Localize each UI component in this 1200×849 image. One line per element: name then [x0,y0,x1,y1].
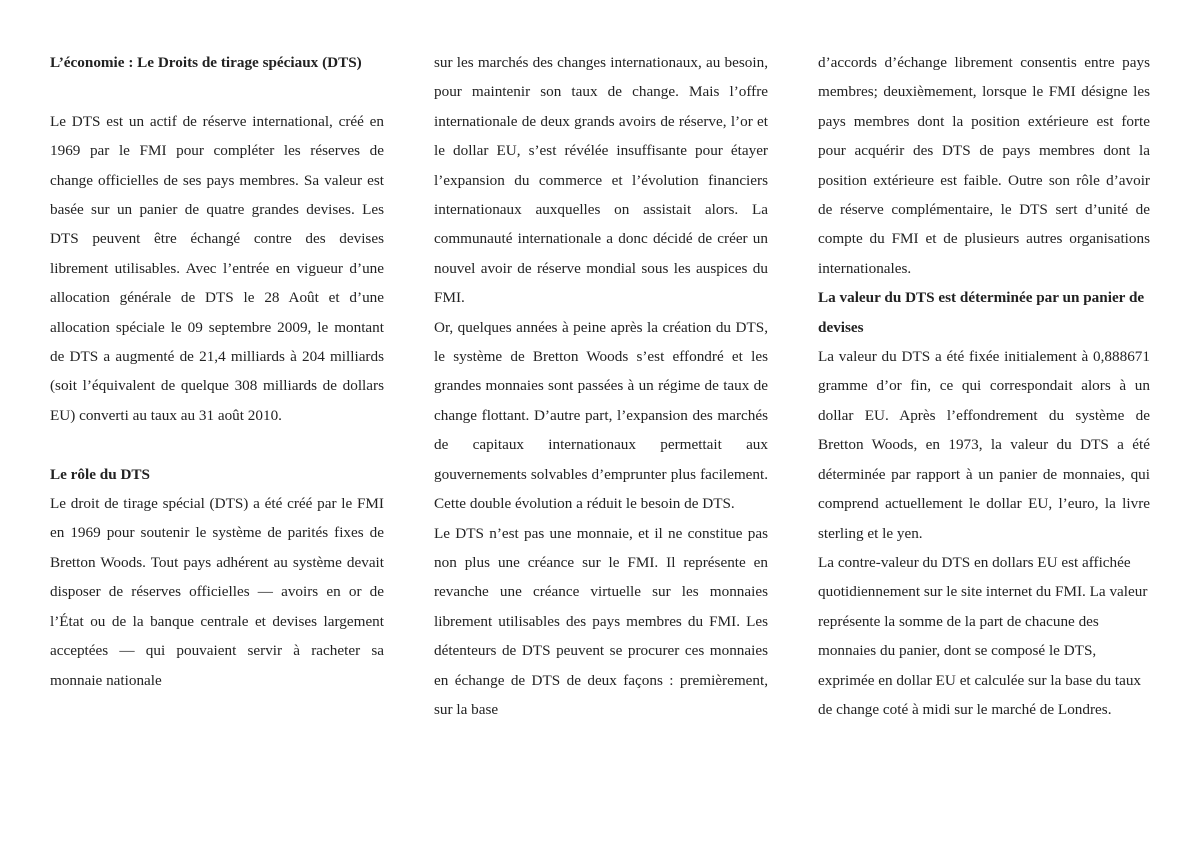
paragraph-bretton-woods: Or, quelques années à peine après la création du DTS, le système de Bretton Woods s’est effondré et les grandes monnaies sont passées à un régime de taux de change flottant. D’autre part, l’expansion des marchés de capitaux internationaux permettait aux gouvernements solvables d’emprunter plus facilement. Cette double évolution a réduit le besoin de DTS. [434,318,768,513]
column-1 [50,48,384,695]
intro-paragraph: Le DTS est un actif de réserve international, créé en 1969 par le FMI pour compléter les réserves de change officielles de ses pays membres. Sa valeur est basée sur un panier de quatre grandes devises. Les DTS peuvent être échangé contre des devises librement utilisables. Avec l’entrée en vigueur d’une allocation générale de DTS le 28 Août et d’une allocation spéciale le 09 septembre 2009, le montant de DTS a augmenté de 21,4 milliards à 204 milliards (soit l’équivalent de quelque 308 milliards de dollars EU) converti au taux au 31 août 2010. [50,112,384,424]
paragraph-value-daily: La contre-valeur du DTS en dollars EU est affichée quotidiennement sur le site internet du FMI. La valeur représente la somme de la part de chacune des monnaies du panier, dont se composé le DTS, exprimée en dollar EU et calculée sur la base du taux de change coté à midi sur le marché de Londres. [818,553,1148,718]
section-heading-value: La valeur du DTS est déterminée par un panier de devises [818,289,1145,336]
column-3 [818,48,1150,724]
paragraph-reserves: sur les marchés des changes internationaux, au besoin, pour maintenir son taux de change. Mais l’offre internationale de deux grands avoirs de réserve, l’or et le dollar EU, s’est révélée insuffisante pour étayer l’expansion du commerce et l’évolution financiers internationaux auxquelles on assistait alors. La communauté internationale a donc décidé de créer un nouvel avoir de réserve mondial sous les auspices du FMI. [434,54,768,307]
paragraph-not-currency: Le DTS n’est pas une monnaie, et il ne constitue pas non plus une créance sur le FMI. Il représente en revanche une créance virtuelle sur les monnaies librement utilisables des pays membres du FMI. Les détenteurs de DTS peuvent se procurer ces monnaies en échange de DTS de deux façons : premièrement, sur la base [434,524,768,718]
paragraph-exchange-agreements: d’accords d’échange librement consentis entre pays membres; deuxièmement, lorsque le FMI désigne les pays membres dont la position extérieure est forte pour acquérir des DTS de pays membres dont la position extérieure est faible. Outre son rôle d’avoir de réserve complémentaire, le DTS sert d’unité de compte du FMI et de plusieurs autres organisations internationales. [818,54,1150,277]
paragraph-value-history: La valeur du DTS a été fixée initialement à 0,888671 gramme d’or fin, ce qui correspondait alors à un dollar EU. Après l’effondrement du système de Bretton Woods, en 1973, la valeur du DTS a été déterminée par rapport à un panier de monnaies, qui comprend actuellement le dollar EU, l’euro, la livre sterling et le yen. [818,348,1150,542]
column-2 [434,48,768,724]
role-paragraph: Le droit de tirage spécial (DTS) a été créé par le FMI en 1969 pour soutenir le système de parités fixes de Bretton Woods. Tout pays adhérent au système devait disposer de réserves officielles — avoirs en or de l’État ou de la banque centrale et devises largement acceptées — qui pouvaient servir à racheter sa monnaie nationale [50,495,384,689]
document-title: L’économie : Le Droits de tirage spéciaux (DTS) [50,54,362,71]
section-heading-role: Le rôle du DTS [50,465,150,483]
